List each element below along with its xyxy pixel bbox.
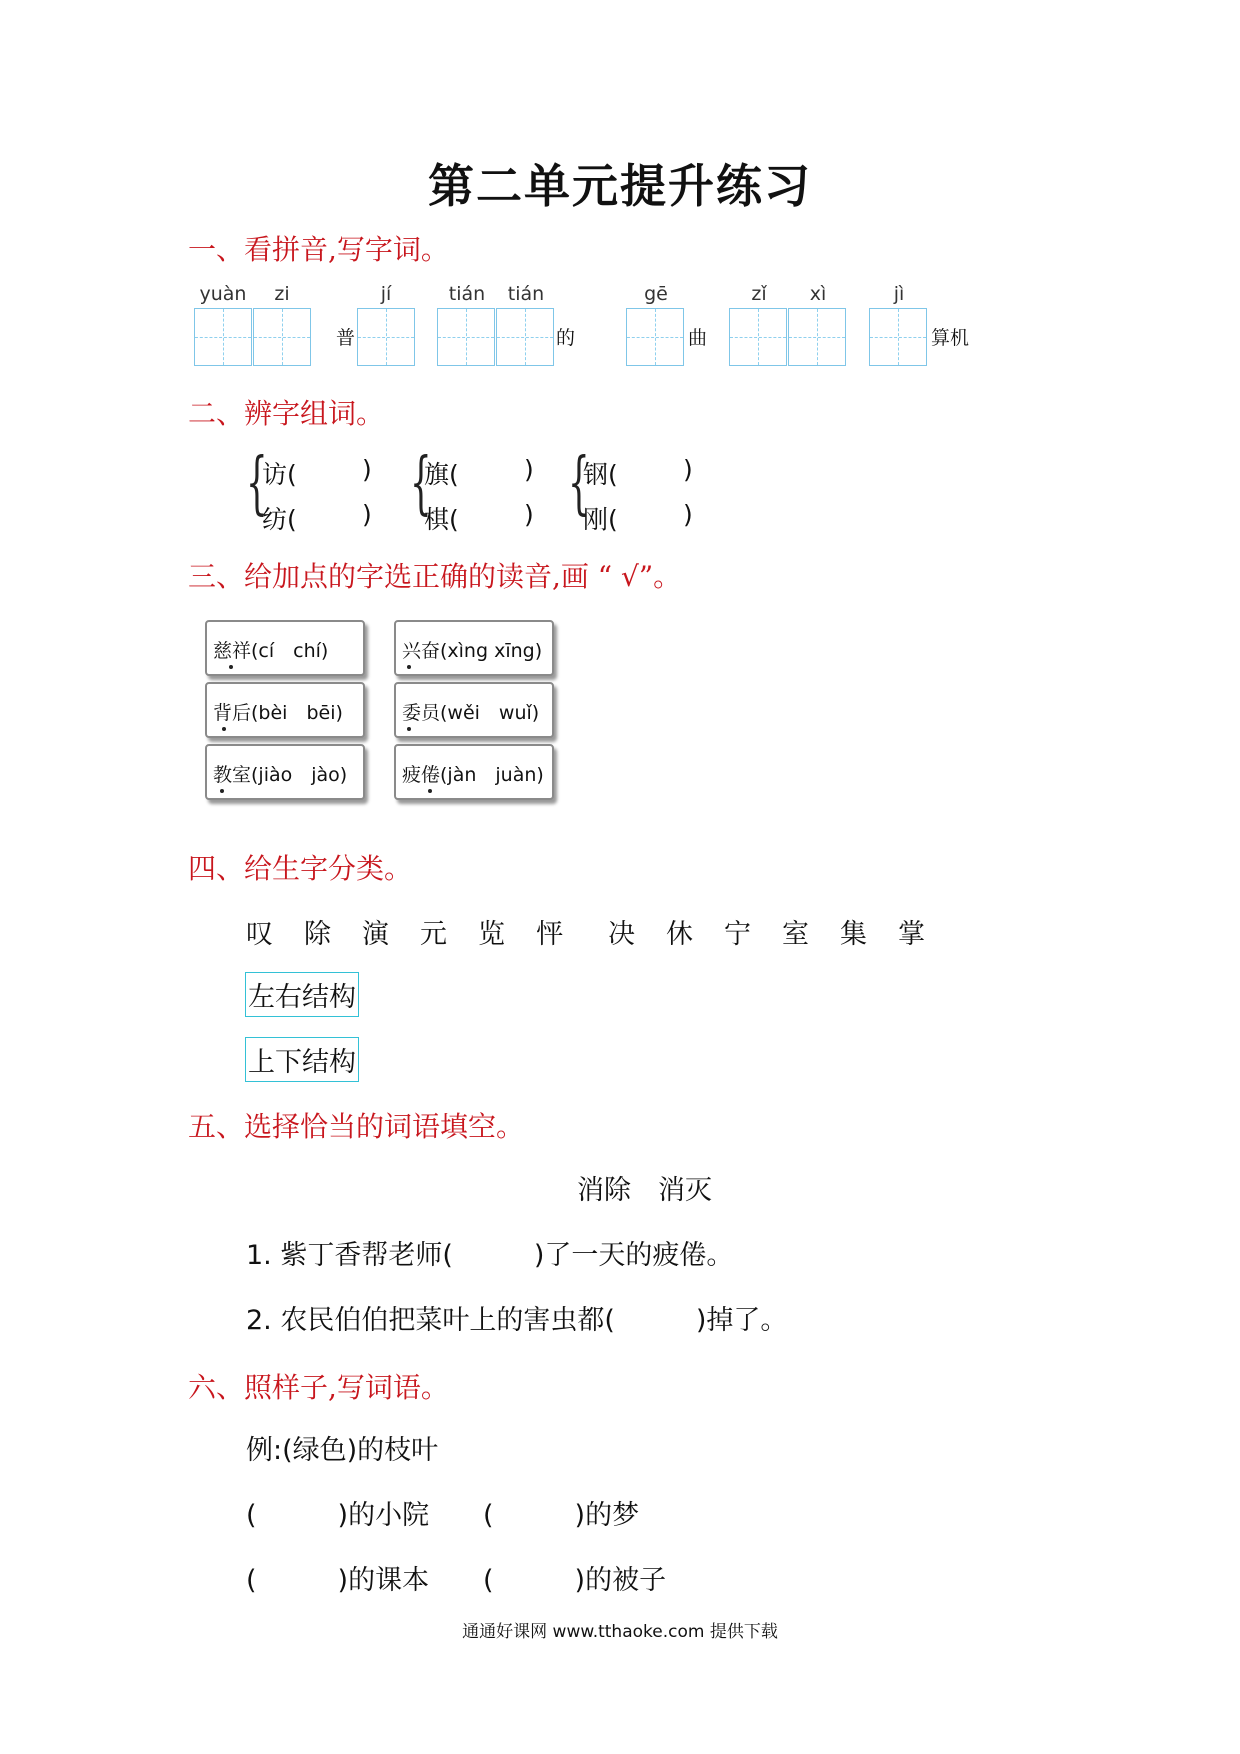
- reading-card[interactable]: [205, 744, 365, 800]
- phrase-blank: ( )的梦: [483, 1500, 640, 1531]
- pinyin-label: tián: [507, 283, 545, 305]
- pair-close: ): [362, 455, 372, 484]
- section-1-heading: 一、看拼音,写字词。: [188, 233, 449, 266]
- brace: {: [568, 444, 590, 523]
- connector-char: 曲: [688, 327, 708, 349]
- reading-card[interactable]: [394, 682, 554, 738]
- emphasis-dot: [428, 789, 432, 793]
- pair-close: ): [683, 500, 693, 529]
- pair-close: ): [524, 455, 534, 484]
- phrase-blank: ( )的被子: [483, 1565, 667, 1596]
- word-options: 消除 消灭: [577, 1175, 712, 1206]
- char: 元: [420, 919, 447, 950]
- char: 演: [362, 919, 389, 950]
- writing-box[interactable]: [194, 308, 252, 366]
- section-6-heading: 六、照样子,写词语。: [188, 1371, 449, 1404]
- section-4-heading: 四、给生字分类。: [188, 852, 413, 885]
- section-2-heading: 二、辨字组词。: [188, 397, 385, 430]
- top-bottom-structure-label: 上下结构: [245, 1037, 359, 1082]
- pinyin-label: zǐ: [751, 283, 767, 305]
- pinyin-label: gē: [644, 283, 668, 305]
- char: 集: [840, 919, 867, 950]
- phrase-blank: ( )的小院: [246, 1500, 430, 1531]
- char: 怦: [536, 919, 563, 950]
- reading-card[interactable]: [394, 744, 554, 800]
- card-text: 兴奋(xìng xīng): [402, 640, 543, 662]
- writing-box[interactable]: [437, 308, 495, 366]
- pair-close: ): [362, 500, 372, 529]
- connector-char: 算机: [931, 327, 970, 349]
- pair-close: ): [683, 455, 693, 484]
- emphasis-dot: [222, 727, 226, 731]
- char-list: [246, 912, 956, 951]
- char: 宁: [724, 919, 751, 950]
- pinyin-label: jì: [893, 283, 905, 305]
- phrase-blank: ( )的课本: [246, 1565, 430, 1596]
- brace: {: [246, 444, 268, 523]
- pair-top-word: 访(: [262, 460, 297, 489]
- reading-card[interactable]: [394, 620, 554, 676]
- footer-credit: 通通好课网 www.tthaoke.com 提供下载: [462, 1622, 778, 1642]
- pair-top-word: 旗(: [424, 460, 459, 489]
- page-title: 第二单元提升练习: [428, 159, 812, 213]
- card-text: 背后(bèi bēi): [213, 702, 343, 724]
- connector-char: 普: [336, 327, 356, 349]
- writing-box[interactable]: [357, 308, 415, 366]
- writing-box[interactable]: [626, 308, 684, 366]
- reading-card[interactable]: [205, 682, 365, 738]
- connector-char: 的: [556, 327, 576, 349]
- card-text: 委员(wěi wuǐ): [402, 702, 540, 724]
- char: 叹: [246, 919, 273, 950]
- emphasis-dot: [229, 665, 233, 669]
- section-3-heading: 三、给加点的字选正确的读音,画 “ √”。: [188, 560, 682, 593]
- pinyin-label: yuàn: [199, 283, 247, 305]
- card-text: 慈祥(cí chí): [213, 640, 329, 662]
- brace: {: [410, 444, 432, 523]
- char: 决: [608, 919, 635, 950]
- pinyin-label: zi: [274, 283, 290, 305]
- char: 掌: [898, 919, 925, 950]
- writing-box[interactable]: [869, 308, 927, 366]
- emphasis-dot: [407, 665, 411, 669]
- writing-box[interactable]: [253, 308, 311, 366]
- emphasis-dot: [407, 727, 411, 731]
- pair-bottom-word: 刚(: [583, 505, 618, 534]
- char: 室: [782, 919, 809, 950]
- left-right-structure-label: 左右结构: [245, 972, 359, 1017]
- pinyin-label: xì: [809, 283, 827, 305]
- phrase-example: 例:(绿色)的枝叶: [246, 1435, 439, 1466]
- card-text: 教室(jiào jào): [213, 764, 348, 786]
- pinyin-label: jí: [380, 283, 392, 305]
- writing-box[interactable]: [496, 308, 554, 366]
- pair-close: ): [524, 500, 534, 529]
- char: 览: [478, 919, 505, 950]
- writing-box[interactable]: [729, 308, 787, 366]
- emphasis-dot: [220, 789, 224, 793]
- char: 休: [666, 919, 693, 950]
- card-text: 疲倦(jàn juàn): [402, 764, 544, 786]
- fill-question-1: 1. 紫丁香帮老师( )了一天的疲倦。: [246, 1240, 734, 1271]
- pair-top-word: 钢(: [583, 460, 618, 489]
- pair-bottom-word: 棋(: [424, 505, 459, 534]
- pair-bottom-word: 纺(: [262, 505, 297, 534]
- section-5-heading: 五、选择恰当的词语填空。: [188, 1110, 525, 1143]
- writing-box[interactable]: [788, 308, 846, 366]
- char: 除: [304, 919, 331, 950]
- fill-question-2: 2. 农民伯伯把菜叶上的害虫都( )掉了。: [246, 1305, 788, 1336]
- pinyin-label: tián: [448, 283, 486, 305]
